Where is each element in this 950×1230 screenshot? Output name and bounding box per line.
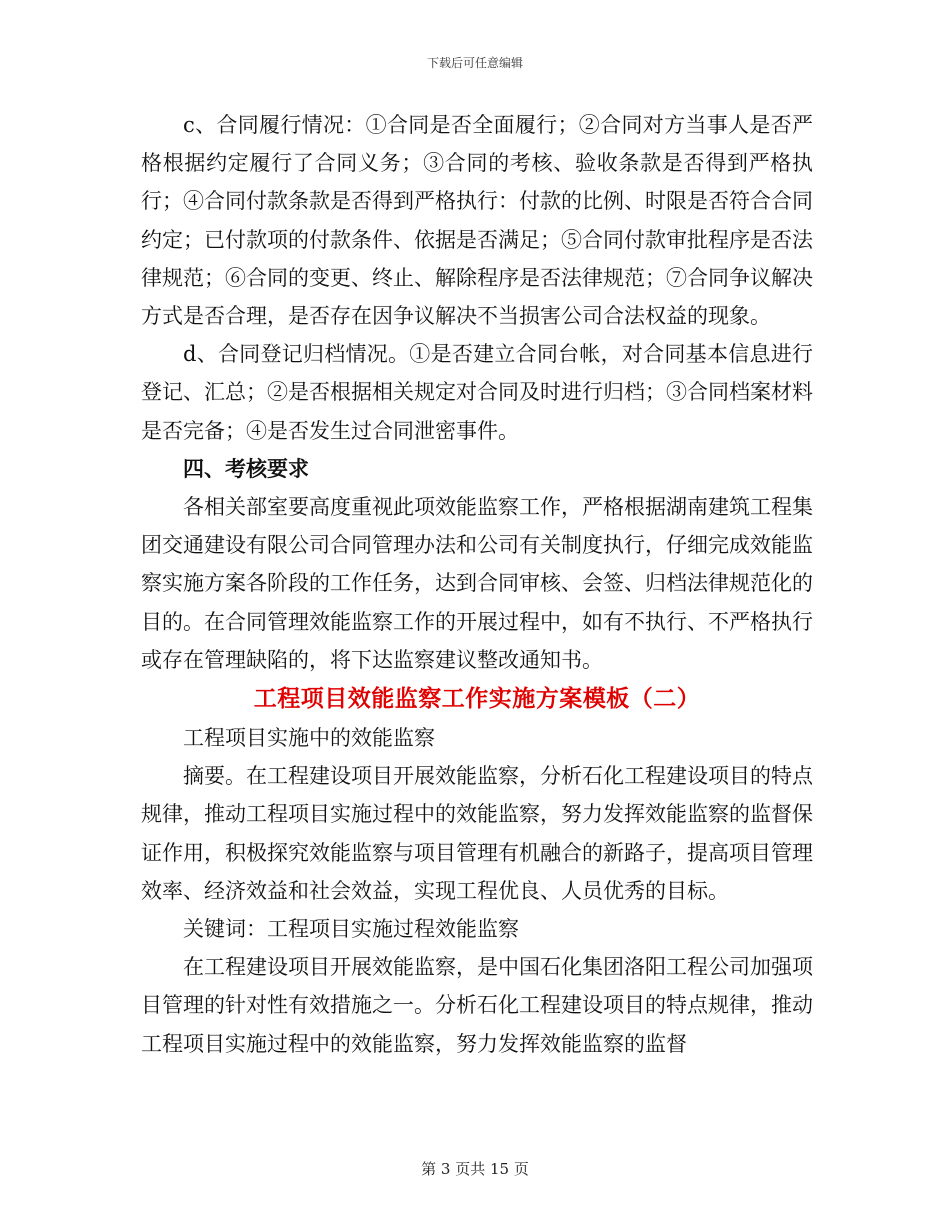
paragraph-contract-performance: c、合同履行情况：①合同是否全面履行；②合同对方当事人是否严格根据约定履行了合同义务；③合同的考核、验收条款是否得到严格执行；④合同付款条款是否得到严格执行：付款的比例、时限是否符合合同约定；已付款项的付款条件、依据是否满足；⑤合同付款审批程序是否法律规范；⑥合同的变更、终止、解除程序是否法律规范；⑦合同争议解决方式是否合理，是否存在因争议解决不当损害公司合法权益的现象。 [141, 113, 813, 329]
paragraph-keywords: 关键词：工程项目实施过程效能监察 [183, 917, 519, 942]
paragraph-abstract: 摘要。在工程建设项目开展效能监察，分析石化工程建设项目的特点规律，推动工程项目实施过程中的效能监察，努力发挥效能监察的监督保证作用，积极探究效能监察与项目管理有机融合的新路子，提高项目管理效率、经济效益和社会效益，实现工程优良、人员优秀的目标。 [141, 764, 813, 903]
section-heading-assessment: 四、考核要求 [183, 455, 309, 481]
paragraph-assessment-requirements: 各相关部室要高度重视此项效能监察工作，严格根据湖南建筑工程集团交通建设有限公司合同管理办法和公司有关制度执行，仔细完成效能监察实施方案各阶段的工作任务，达到合同审核、会签、归档法律规范化的目的。在合同管理效能监察工作的开展过程中，如有不执行、不严格执行或存在管理缺陷的，将下达监察建议整改通知书。 [141, 495, 813, 672]
article-subtitle: 工程项目实施中的效能监察 [183, 726, 435, 751]
page-number-footer: 第 3 页共 15 页 [421, 1160, 529, 1178]
template-two-title: 工程项目效能监察工作实施方案模板（二） [253, 685, 701, 713]
page-header-note: 下载后可任意编辑 [426, 56, 523, 70]
paragraph-contract-archiving: d、合同登记归档情况。①是否建立合同台帐，对合同基本信息进行登记、汇总；②是否根据相关规定对合同及时进行归档；③合同档案材料是否完备；④是否发生过合同泄密事件。 [141, 342, 813, 443]
paragraph-introduction: 在工程建设项目开展效能监察，是中国石化集团洛阳工程公司加强项目管理的针对性有效措施之一。分析石化工程建设项目的特点规律，推动工程项目实施过程中的效能监察，努力发挥效能监察的监督 [141, 955, 813, 1056]
document-body [141, 106, 813, 1063]
